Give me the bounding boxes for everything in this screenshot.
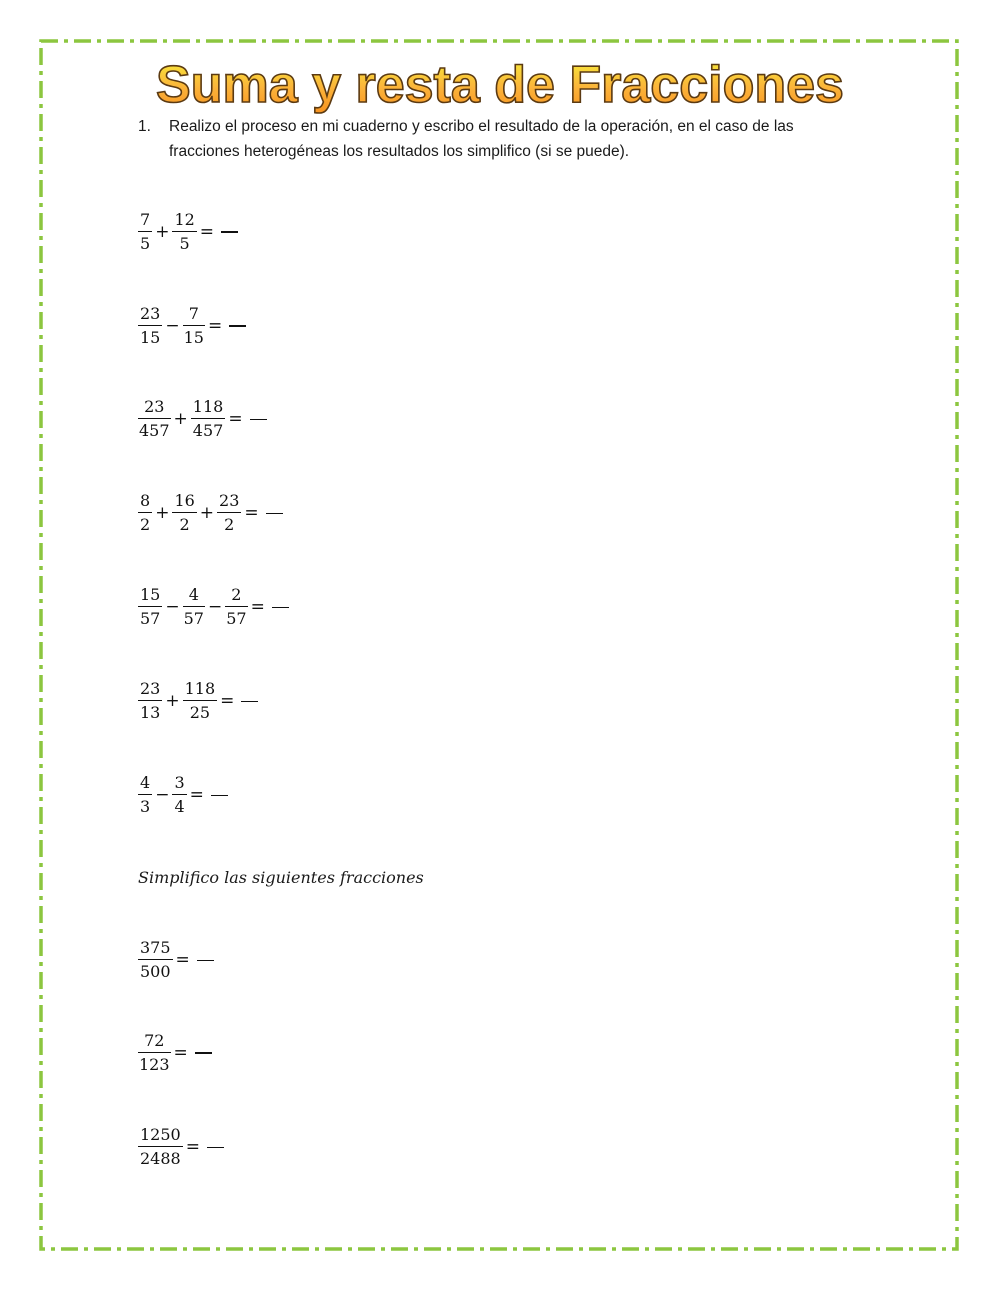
equals-sign: = bbox=[185, 1136, 200, 1157]
answer-blank[interactable] bbox=[195, 1052, 212, 1054]
operator: + bbox=[199, 502, 215, 523]
numerator: 15 bbox=[138, 587, 162, 607]
fraction bbox=[139, 1127, 182, 1167]
exercise-3 bbox=[138, 399, 267, 439]
answer-blank[interactable] bbox=[266, 513, 283, 514]
fraction bbox=[139, 212, 151, 252]
fraction bbox=[139, 587, 161, 627]
instruction-line-1: Realizo el proceso en mi cuaderno y escribo el resultado de la operación, en el caso de las bbox=[169, 118, 794, 135]
fraction bbox=[139, 681, 161, 721]
denominator: 457 bbox=[139, 421, 170, 440]
fraction bbox=[226, 587, 246, 627]
equals-sign: = bbox=[207, 315, 223, 336]
exercise-7 bbox=[138, 775, 228, 815]
operator: − bbox=[165, 315, 180, 336]
fraction bbox=[173, 493, 195, 533]
simplify-heading: Simplifico las siguientes fracciones bbox=[138, 868, 424, 887]
answer-blank[interactable] bbox=[241, 701, 258, 702]
fraction bbox=[139, 940, 172, 980]
fraction bbox=[139, 493, 151, 533]
operator: + bbox=[165, 690, 180, 711]
fraction bbox=[139, 1033, 170, 1073]
numerator: 4 bbox=[138, 775, 152, 795]
fraction bbox=[139, 306, 161, 346]
fraction bbox=[139, 399, 170, 439]
denominator: 25 bbox=[189, 703, 211, 722]
denominator: 2488 bbox=[140, 1149, 181, 1168]
answer-blank[interactable] bbox=[211, 795, 228, 796]
denominator: 5 bbox=[179, 234, 190, 253]
denominator: 3 bbox=[140, 797, 151, 816]
equals-sign: = bbox=[244, 502, 259, 523]
operator: + bbox=[155, 221, 170, 242]
fraction bbox=[173, 212, 195, 252]
denominator: 500 bbox=[140, 962, 171, 981]
title-text: Suma y resta de Fracciones bbox=[156, 56, 844, 114]
numerator: 4 bbox=[183, 587, 205, 607]
numerator: 23 bbox=[138, 681, 162, 701]
numerator: 23 bbox=[138, 399, 171, 419]
numerator: 375 bbox=[138, 940, 173, 960]
denominator: 13 bbox=[140, 703, 161, 722]
answer-blank[interactable] bbox=[221, 231, 238, 233]
instruction bbox=[138, 114, 858, 164]
fraction bbox=[173, 775, 185, 815]
equals-sign: = bbox=[250, 596, 265, 617]
equals-sign: = bbox=[189, 784, 204, 805]
fraction bbox=[218, 493, 240, 533]
numerator: 118 bbox=[183, 681, 218, 701]
instruction-line-2: fracciones heterogéneas los resultados los simplifico (si se puede). bbox=[169, 143, 630, 160]
exercise-2 bbox=[138, 306, 246, 346]
numerator: 7 bbox=[183, 306, 205, 326]
answer-blank[interactable] bbox=[250, 419, 267, 420]
equals-sign: = bbox=[220, 690, 235, 711]
exercise-1 bbox=[138, 212, 238, 252]
denominator: 2 bbox=[140, 515, 151, 534]
fraction bbox=[184, 681, 217, 721]
denominator: 2 bbox=[179, 515, 190, 534]
numerator: 23 bbox=[138, 306, 162, 326]
numerator: 3 bbox=[172, 775, 186, 795]
operator: − bbox=[207, 596, 223, 617]
fraction bbox=[192, 399, 225, 439]
fraction bbox=[184, 306, 204, 346]
denominator: 57 bbox=[226, 609, 247, 628]
denominator: 123 bbox=[139, 1055, 170, 1074]
numerator: 72 bbox=[138, 1033, 171, 1053]
answer-blank[interactable] bbox=[197, 960, 214, 961]
simplify-1 bbox=[138, 940, 214, 980]
exercise-4 bbox=[138, 493, 283, 533]
denominator: 57 bbox=[140, 609, 161, 628]
answer-blank[interactable] bbox=[272, 607, 289, 608]
denominator: 15 bbox=[140, 328, 161, 347]
equals-sign: = bbox=[173, 1042, 188, 1063]
exercise-5 bbox=[138, 587, 289, 627]
numerator: 7 bbox=[138, 212, 152, 232]
exercise-6 bbox=[138, 681, 258, 721]
denominator: 57 bbox=[183, 609, 204, 628]
simplify-2 bbox=[138, 1033, 212, 1073]
denominator: 2 bbox=[224, 515, 235, 534]
title-wordart bbox=[150, 48, 850, 120]
fraction bbox=[139, 775, 151, 815]
denominator: 15 bbox=[183, 328, 204, 347]
equals-sign: = bbox=[199, 221, 215, 242]
equals-sign: = bbox=[228, 408, 243, 429]
answer-blank[interactable] bbox=[229, 325, 246, 327]
simplify-3 bbox=[138, 1127, 224, 1167]
fraction bbox=[184, 587, 204, 627]
numerator: 8 bbox=[138, 493, 152, 513]
operator: − bbox=[155, 784, 170, 805]
operator: + bbox=[173, 408, 188, 429]
denominator: 4 bbox=[174, 797, 185, 816]
numerator: 12 bbox=[172, 212, 196, 232]
instruction-number: 1. bbox=[138, 118, 151, 135]
numerator: 16 bbox=[172, 493, 196, 513]
operator: − bbox=[165, 596, 180, 617]
denominator: 5 bbox=[140, 234, 151, 253]
numerator: 1250 bbox=[138, 1127, 183, 1147]
numerator: 23 bbox=[217, 493, 241, 513]
numerator: 2 bbox=[225, 587, 247, 607]
equals-sign: = bbox=[175, 949, 190, 970]
operator: + bbox=[155, 502, 170, 523]
numerator: 118 bbox=[191, 399, 226, 419]
answer-blank[interactable] bbox=[207, 1147, 224, 1148]
page-title bbox=[0, 48, 1000, 120]
denominator: 457 bbox=[192, 421, 224, 440]
